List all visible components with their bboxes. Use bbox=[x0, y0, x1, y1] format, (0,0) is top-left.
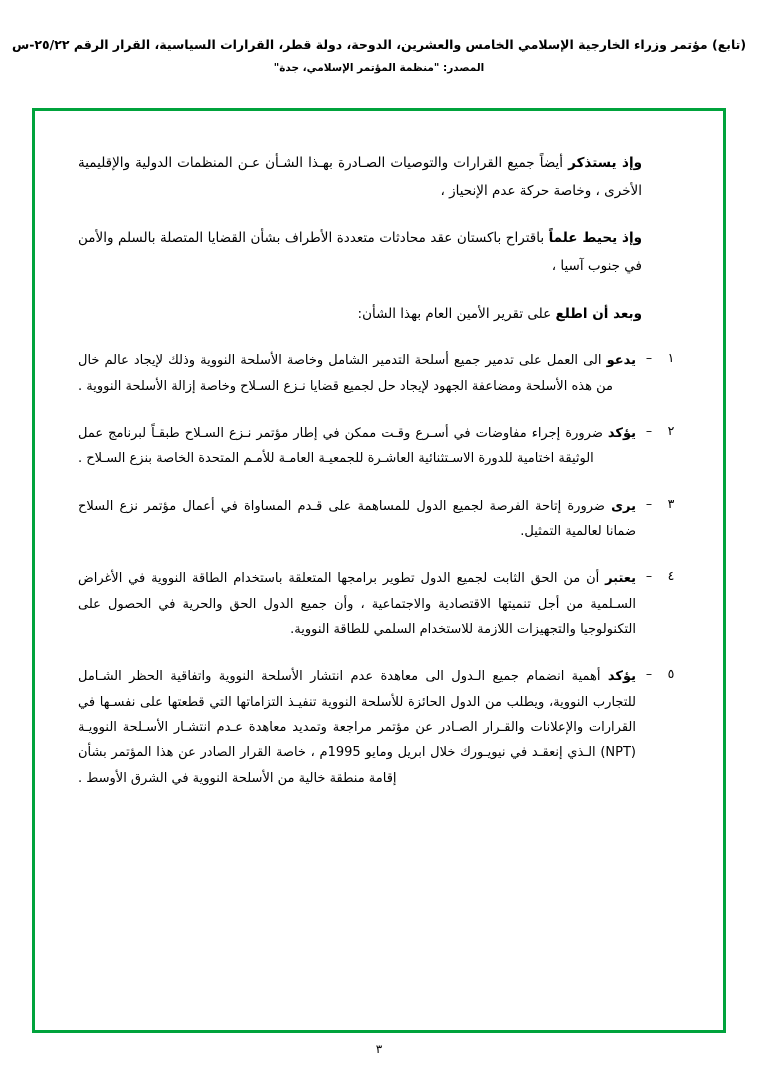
noted-paragraph bbox=[78, 301, 680, 329]
preamble-text-2: باقتراح باكستان عقد محادثات متعددة الأطراف بشأن القضايا المتصلة بالسلم والأمن في جنوب آسيا ، bbox=[78, 230, 642, 275]
clause-body-text: أن من الحق الثابت لجميع الدول تطوير برامجها المتعلقة باستخدام الطاقة النووية في الأغراض السـلمية من أجل تنميتها الاقتصادية والاجتماعية ، وأن جميع الدول الحق والحرية في الحصول على التكنولوجيا والتجهيزات اللازمة للاستخدام السلمي للطاقة النووية. bbox=[78, 571, 636, 638]
preamble-paragraph-2 bbox=[78, 225, 680, 280]
clause-text bbox=[78, 494, 636, 545]
clause-body-text: ضرورة إجراء مفاوضات في أسـرع وقـت ممكن في إطار مؤتمر نـزع السـلاح طبقـاً لبرنامج عمل الوثيقة اختامية للدورة الاسـتثنائية العاشـرة للجمعيـة العامـة للأمـم المتحدة الخاصة بنزع السـلاح . bbox=[78, 426, 608, 467]
clause-number: ٥ bbox=[667, 666, 675, 682]
clause-body-text: ضرورة إتاحة الفرصة لجميع الدول للمساهمة على قـدم المساواة في أعمال مؤتمر نزع السلاح ضمانا لعالمية التمثيل. bbox=[78, 498, 636, 540]
clause-text bbox=[78, 566, 636, 642]
clause-dash: – bbox=[645, 350, 653, 366]
document-content bbox=[78, 150, 680, 813]
clause-number: ١ bbox=[667, 350, 675, 366]
clause-item bbox=[78, 566, 680, 642]
noted-text: على تقرير الأمين العام بهذا الشأن: bbox=[357, 305, 556, 322]
clause-lead: يؤكد bbox=[607, 426, 636, 442]
clause-lead: يؤكد bbox=[607, 669, 636, 685]
clause-number: ٢ bbox=[667, 423, 675, 439]
preamble-lead-2: وإذ يحيط علماً bbox=[548, 230, 642, 247]
clause-dash: – bbox=[645, 666, 653, 682]
clause-dash: – bbox=[645, 423, 653, 439]
clause-item bbox=[78, 348, 680, 399]
header-title: (تابع) مؤتمر وزراء الخارجية الإسلامي الخامس والعشرين، الدوحة، دولة قطر، القرارات السياسية، القرار الرقم ٢٥/٢٢-س bbox=[11, 37, 747, 52]
clause-dash: – bbox=[645, 568, 653, 584]
noted-lead: وبعد أن اطلع bbox=[555, 305, 642, 322]
clause-dash: – bbox=[645, 495, 653, 511]
clause-item bbox=[78, 421, 680, 472]
preamble-paragraph-1 bbox=[78, 150, 680, 205]
page-footer bbox=[0, 1042, 758, 1056]
clause-number: ٣ bbox=[667, 495, 675, 511]
clause-list bbox=[78, 348, 680, 791]
clause-body-text: الى العمل على تدمير جميع أسلحة التدمير الشامل وخاصة الأسلحة النووية وذلك لإيجاد عالم خال من هذه الأسلحة ومضاعفة الجهود لإيجاد حل لجميع قضايا نـزع السـلاح وخاصة إزالة الأسلحة النووية . bbox=[78, 353, 613, 394]
header-source: المصدر: "منظمة المؤتمر الإسلامي، جدة" bbox=[273, 61, 485, 74]
clause-body-text: أهمية انضمام جميع الـدول الى معاهدة عدم انتشار الأسلحة النووية واتفاقية الحظر الشـامل للتجارب النووية، ويطلب من الدول الحائزة للأسلحة النووية تنفيـذ التزاماتها التي قطعتها على نفسـها في القرارات والإعلانات والقـرار الصـادر عن مؤتمر مراجعة وتمديد معاهدة عـدم انتشـار الأسـلحة النوويـة (NPT) الـذي إنعقـد في نيويـورك خلال ابريل ومايو 1995م ، خاصة القرار الصادر عن هذا المؤتمر بشأن إقامة منطقة خالية من الأسلحة النووية في الشرق الأوسط . bbox=[78, 669, 636, 786]
clause-text bbox=[78, 664, 636, 791]
clause-item bbox=[78, 664, 680, 791]
preamble-lead-1: وإذ يستذكر bbox=[568, 155, 642, 171]
clause-number: ٤ bbox=[667, 568, 675, 584]
clause-lead: يعتبر bbox=[605, 571, 636, 587]
clause-item bbox=[78, 494, 680, 545]
page-number: ٣ bbox=[375, 1042, 383, 1056]
clause-lead: يدعو bbox=[606, 353, 636, 369]
preamble-text-1: أيضاً جميع القرارات والتوصيات الصـادرة بهـذا الشـأن عـن المنظمات الدولية والإقليمية الأخرى ، وخاصة حركة عدم الإنحياز ، bbox=[78, 155, 642, 199]
clause-text bbox=[78, 348, 636, 399]
clause-lead: يرى bbox=[611, 498, 636, 514]
page-header bbox=[0, 0, 758, 75]
clause-text bbox=[78, 421, 636, 472]
